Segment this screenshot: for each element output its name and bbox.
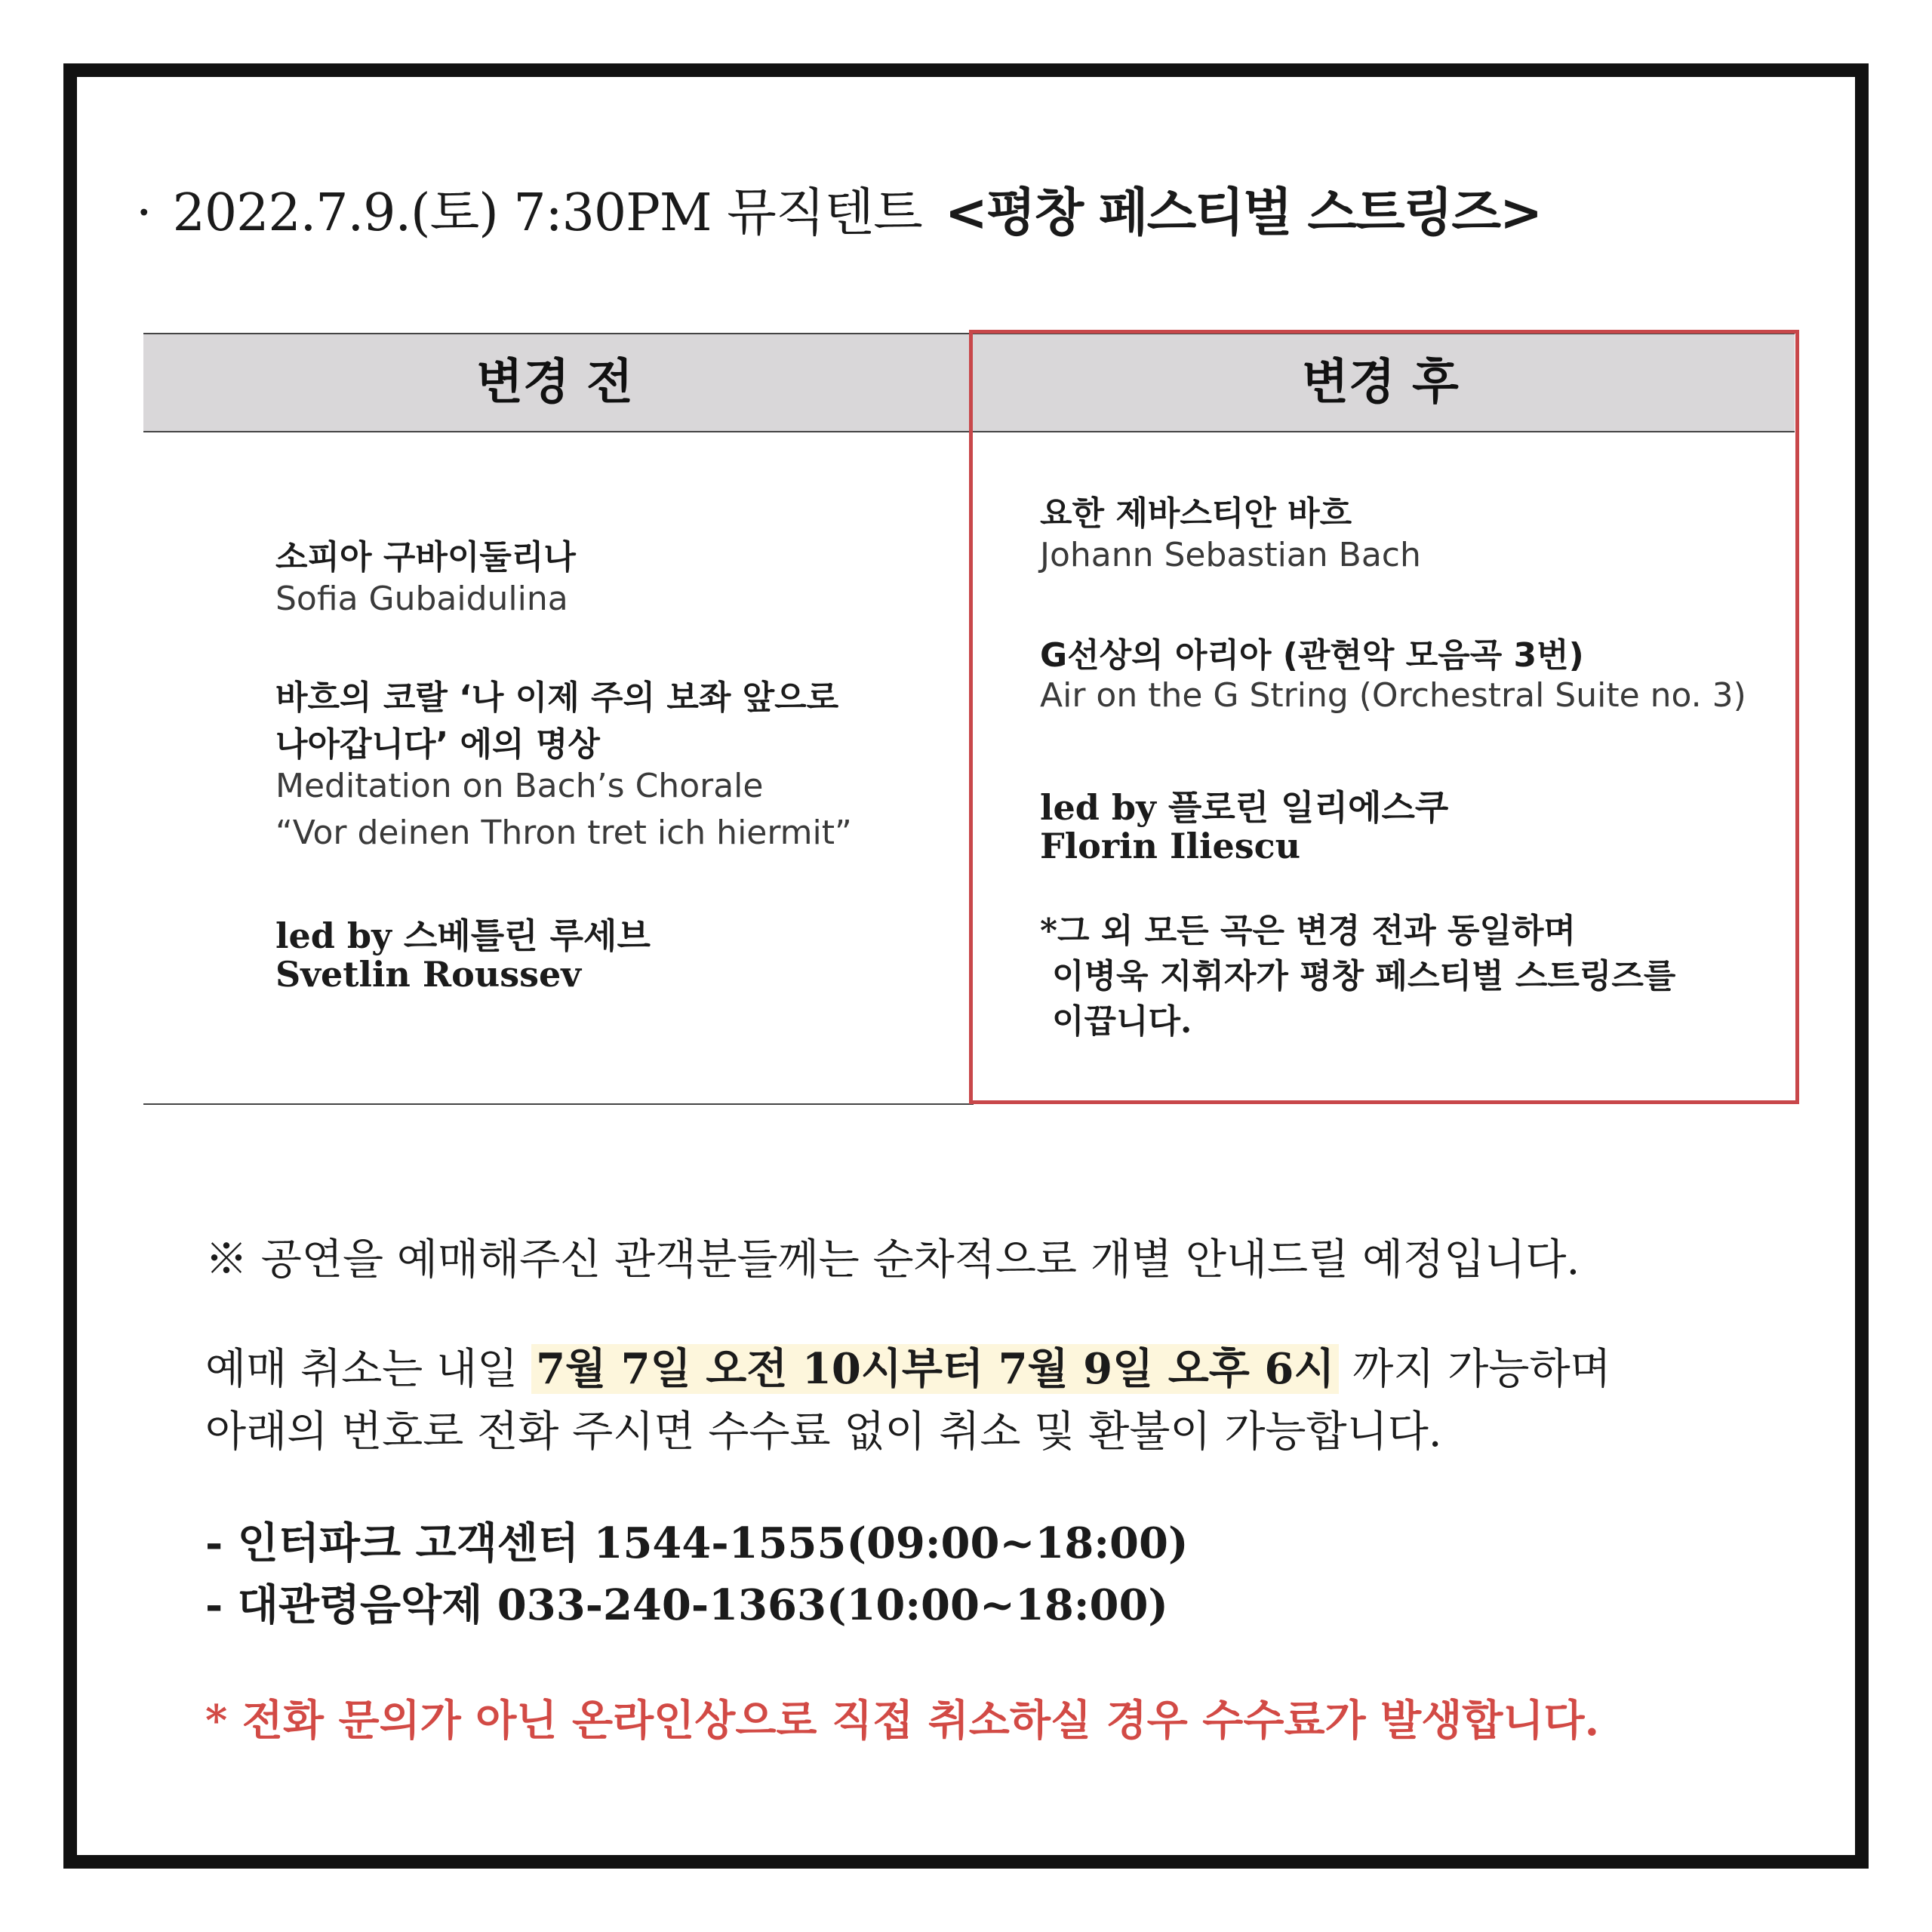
cancel-period-highlight: 7월 7일 오전 10시부터 7월 9일 오후 6시	[531, 1344, 1339, 1394]
table-bottom-rule	[143, 1103, 974, 1105]
before-work-kor-1: 바흐의 코랄 ‘나 이제 주의 보좌 앞으로	[275, 678, 839, 717]
notice-line-1: ※ 공연을 예매해주신 관객분들께는 순차적으로 개별 안내드릴 예정입니다.	[205, 1235, 1580, 1284]
contact-festival: - 대관령음악제 033-240-1363(10:00~18:00)	[205, 1580, 1168, 1630]
cancel-prefix: 예매 취소는 내일	[205, 1345, 532, 1394]
after-note-2: 이병욱 지휘자가 평창 페스티벌 스트링즈를	[1052, 957, 1676, 995]
after-work-kor: G선상의 아리아 (관현악 모음곡 3번)	[1040, 636, 1584, 675]
bullet: ·	[136, 183, 152, 243]
before-work-kor-2: 나아갑니다’ 에의 명상	[275, 725, 600, 764]
program-title: <평창 페스티벌 스트링즈>	[944, 183, 1542, 243]
before-led-by-eng: Svetlin Roussev	[275, 954, 582, 995]
fee-warning: * 전화 문의가 아닌 온라인상으로 직접 취소하실 경우 수수료가 발생합니다.	[205, 1696, 1600, 1746]
cancel-info	[205, 1337, 1611, 1401]
before-composer-eng: Sofia Gubaidulina	[275, 580, 568, 618]
date-time-venue: 2022.7.9.(토) 7:30PM 뮤직텐트	[172, 183, 922, 243]
cancel-suffix: 까지 가능하며	[1339, 1345, 1611, 1394]
after-column-header: 변경 후	[1302, 355, 1459, 411]
before-work-eng-1: Meditation on Bach’s Chorale	[275, 767, 764, 805]
after-led-by-kor: led by 플로린 일리에스쿠	[1040, 787, 1449, 828]
notice-line-3: 아래의 번호로 전화 주시면 수수료 없이 취소 및 환불이 가능합니다.	[205, 1407, 1442, 1457]
before-led-by-kor: led by 스베틀린 루세브	[275, 915, 651, 956]
after-note-1: *그 외 모든 곡은 변경 전과 동일하며	[1040, 912, 1576, 950]
after-work-eng: Air on the G String (Orchestral Suite no. 3)	[1040, 676, 1746, 715]
after-composer-eng: Johann Sebastian Bach	[1040, 536, 1421, 574]
page-title	[136, 172, 1541, 245]
before-column-header: 변경 전	[476, 355, 633, 411]
before-work-eng-2: “Vor deinen Thron tret ich hiermit”	[275, 814, 852, 852]
contact-interpark: - 인터파크 고객센터 1544-1555(09:00~18:00)	[205, 1518, 1189, 1568]
before-composer-kor: 소피아 구바이둘리나	[275, 538, 576, 577]
after-led-by-eng: Florin Iliescu	[1040, 826, 1301, 866]
after-note-3: 이끕니다.	[1052, 1002, 1192, 1041]
after-composer-kor: 요한 제바스티안 바흐	[1040, 494, 1352, 533]
